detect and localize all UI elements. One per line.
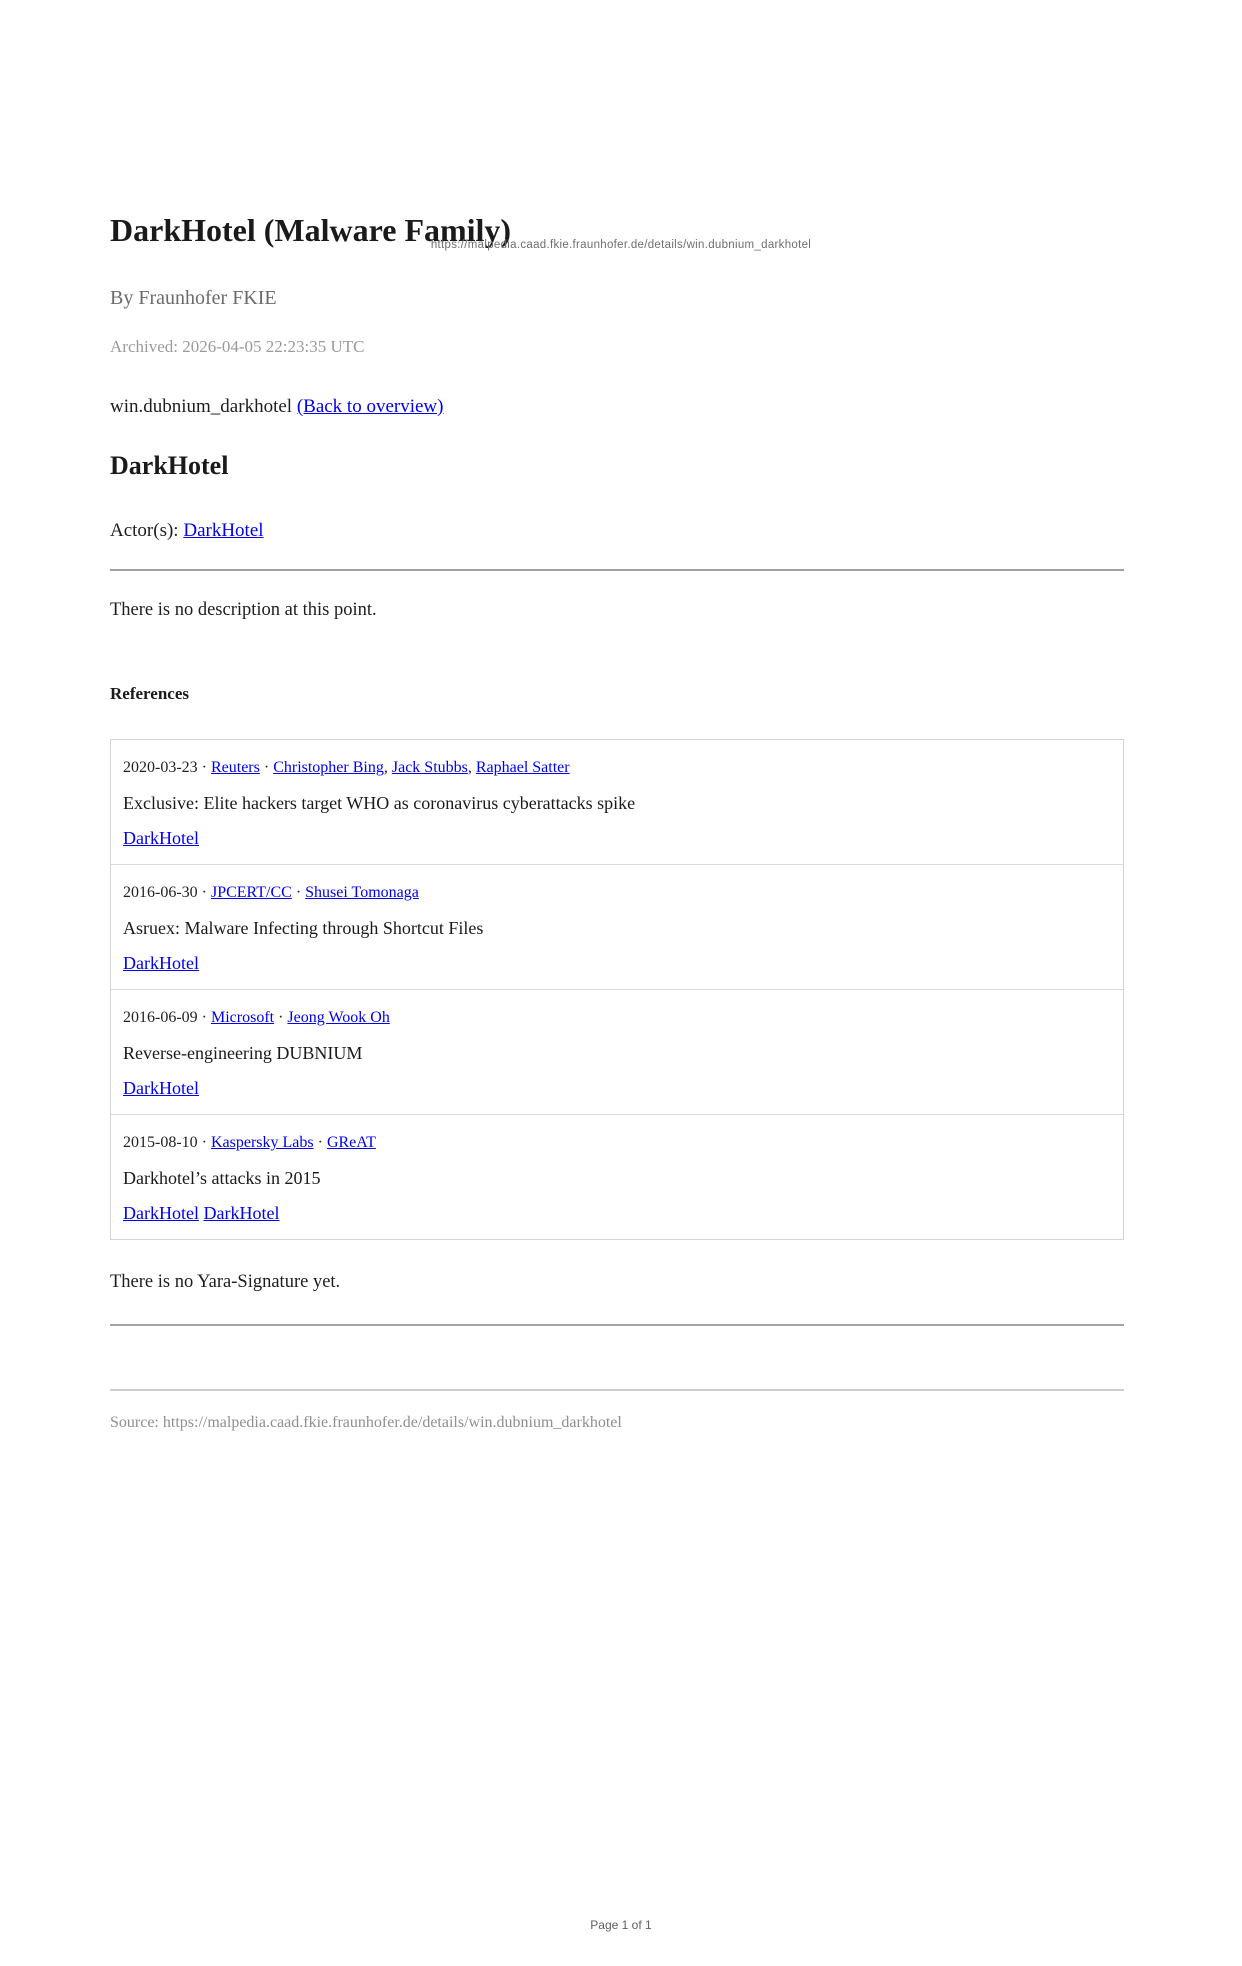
reference-title: Asruex: Malware Infecting through Shortcut Files (123, 918, 484, 938)
reference-meta (123, 757, 1109, 779)
yara-status-text: There is no Yara-Signature yet. (110, 1272, 341, 1292)
actors-label: Actor(s): (110, 520, 184, 541)
reference-date: 2015-08-10 (123, 1134, 198, 1151)
reference-tag-link[interactable]: DarkHotel (123, 953, 199, 973)
reference-tags (123, 827, 1109, 849)
reference-author-link[interactable]: Christopher Bing (273, 759, 384, 776)
reference-source-link[interactable]: JPCERT/CC (210, 884, 292, 901)
footer-divider (110, 1389, 1124, 1391)
reference-author-link[interactable]: Jeong Wook Oh (287, 1009, 390, 1026)
reference-source-link[interactable]: Kaspersky Labs (210, 1134, 314, 1151)
reference-date: 2016-06-09 (123, 1009, 198, 1026)
reference-title: Exclusive: Elite hackers target WHO as coronavirus cyberattacks spike (123, 793, 636, 813)
actor-link[interactable]: DarkHotel (183, 520, 264, 541)
print-header-url: https://malpedia.caad.fkie.fraunhofer.de/details/win.dubnium_darkhotel (430, 239, 812, 251)
reference-tag-link[interactable]: DarkHotel (123, 1078, 199, 1098)
reference-authors: Christopher Bing, Jack Stubbs, Raphael Satter (273, 759, 570, 776)
reference-title: Darkhotel’s attacks in 2015 (123, 1168, 321, 1188)
source-line: Source: https://malpedia.caad.fkie.fraunhofer.de/details/win.dubnium_darkhotel (110, 1414, 622, 1431)
reference-row (111, 989, 1123, 1114)
back-to-overview-link[interactable]: (Back to overview) (296, 396, 444, 417)
archived-timestamp: Archived: 2026-04-05 22:23:35 UTC (110, 337, 365, 356)
reference-meta (123, 1132, 1109, 1154)
reference-author-link[interactable]: Jack Stubbs (391, 759, 468, 776)
reference-title: Reverse-engineering DUBNIUM (123, 1043, 363, 1063)
dot-separator: · (313, 1134, 327, 1151)
dot-separator: · (197, 1134, 211, 1151)
reference-tags (123, 1202, 1109, 1224)
reference-author-link[interactable]: Raphael Satter (475, 759, 570, 776)
reference-author-link[interactable]: Shusei Tomonaga (305, 884, 419, 901)
actors-line (110, 519, 1124, 543)
description-text: There is no description at this point. (110, 600, 377, 620)
reference-tag-link[interactable]: DarkHotel (123, 828, 199, 848)
reference-tags (123, 1077, 1109, 1099)
bottom-divider (110, 1324, 1124, 1326)
reference-author-link[interactable]: GReAT (326, 1134, 376, 1151)
reference-meta (123, 882, 1109, 904)
reference-source-link[interactable]: Microsoft (210, 1009, 275, 1026)
reference-row (111, 1114, 1123, 1239)
section-divider (110, 569, 1124, 571)
reference-tags (123, 952, 1109, 974)
references-heading: References (110, 684, 189, 703)
reference-authors (305, 884, 419, 901)
dot-separator: · (259, 759, 274, 776)
byline: By Fraunhofer FKIE (110, 287, 277, 309)
reference-tag-link[interactable]: DarkHotel (123, 1203, 199, 1223)
page-title: DarkHotel (Malware Family) (110, 212, 512, 248)
article-page (110, 210, 1124, 1433)
family-heading: DarkHotel (110, 451, 229, 480)
page-number: Page 1 of 1 (590, 1918, 652, 1932)
reference-authors (327, 1134, 376, 1151)
actor-links (183, 520, 263, 541)
dot-separator: · (197, 759, 211, 776)
reference-row (111, 740, 1123, 864)
slug-line (110, 395, 1124, 419)
reference-date: 2016-06-30 (123, 884, 198, 901)
dot-separator: · (291, 884, 306, 901)
dot-separator: · (274, 1009, 288, 1026)
reference-source-link[interactable]: Reuters (210, 759, 260, 776)
reference-meta (123, 1007, 1109, 1029)
reference-authors (287, 1009, 389, 1026)
reference-row (111, 864, 1123, 989)
dot-separator: · (197, 884, 211, 901)
dot-separator: · (197, 1009, 211, 1026)
malware-slug: win.dubnium_darkhotel (110, 396, 293, 417)
reference-tag-link[interactable]: DarkHotel (203, 1203, 280, 1223)
references-list (110, 739, 1124, 1240)
reference-date: 2020-03-23 (123, 759, 198, 776)
